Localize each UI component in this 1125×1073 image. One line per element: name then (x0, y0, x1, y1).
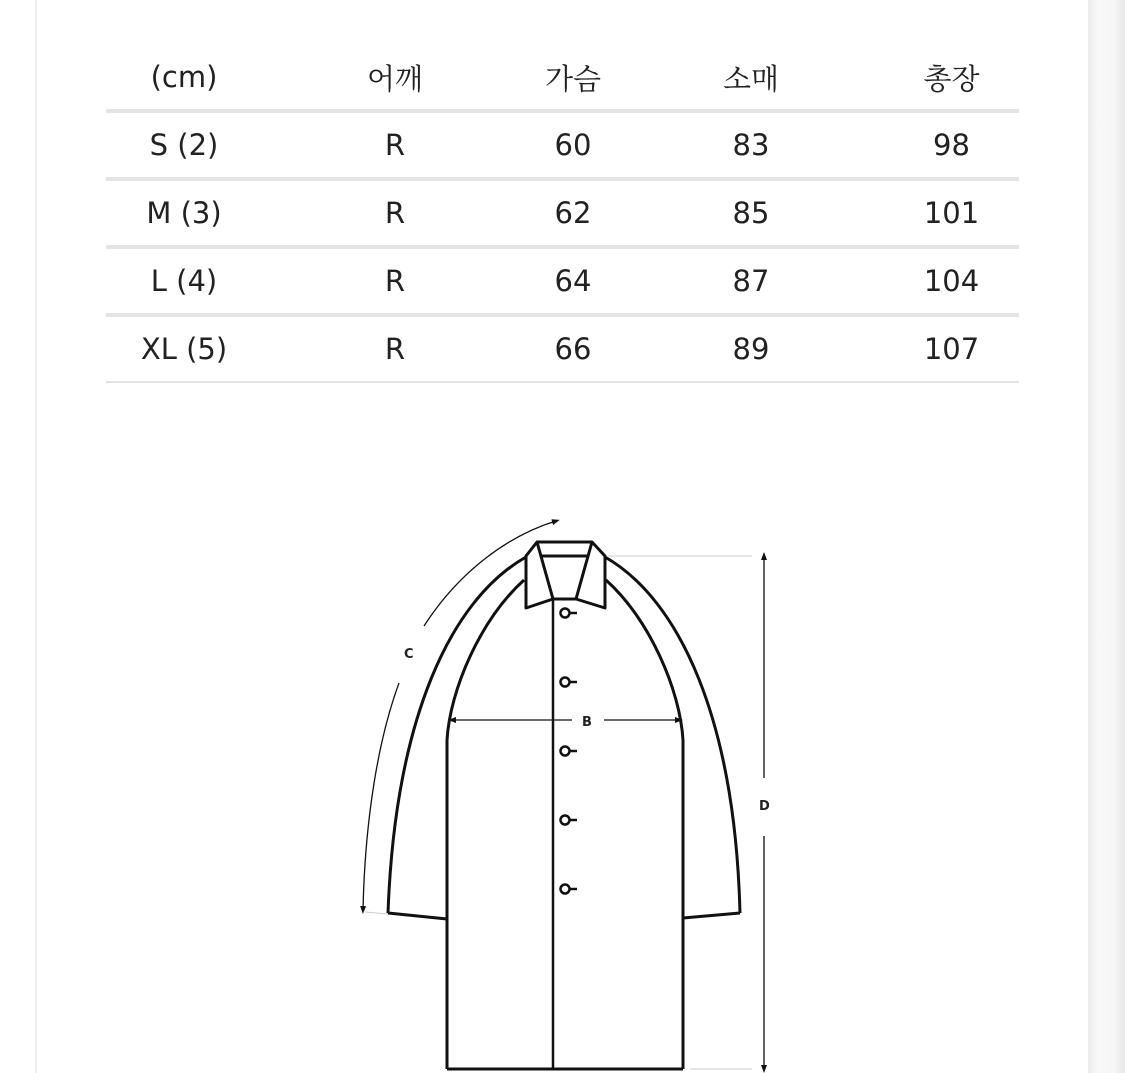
guide-lines (365, 556, 752, 1069)
button-icon (561, 678, 578, 687)
shoulder-value: R (384, 128, 406, 162)
chest-value: 62 (554, 196, 592, 230)
shoulder-value: R (384, 196, 406, 230)
sleeve-value: 89 (732, 332, 770, 366)
sleeve-value: 87 (732, 264, 770, 298)
chest-value: 60 (554, 128, 592, 162)
button-icon (561, 885, 578, 894)
button-icon (561, 609, 578, 618)
header-total-length: 총장 (923, 61, 980, 96)
chest-value: 64 (554, 264, 592, 298)
size-label: S (2) (149, 128, 219, 162)
buttons (561, 609, 578, 894)
size-label: L (4) (150, 264, 218, 298)
button-icon (561, 816, 578, 825)
length-value: 101 (923, 196, 980, 230)
length-value: 104 (923, 264, 980, 298)
size-label: XL (5) (140, 332, 228, 366)
sleeve-value: 85 (732, 196, 770, 230)
header-sleeve: 소매 (722, 61, 780, 96)
shoulder-value: R (384, 264, 406, 298)
coat-outline (388, 542, 740, 1069)
sleeve-value: 83 (732, 128, 770, 162)
length-value: 107 (923, 332, 980, 366)
header-shoulder: 어깨 (366, 61, 424, 96)
chest-value: 66 (554, 332, 592, 366)
header-chest: 가슴 (544, 61, 602, 96)
size-label: M (3) (146, 196, 222, 230)
chest-label-b: B (582, 715, 592, 730)
sleeve-label-c: C (404, 647, 414, 662)
shoulder-value: R (384, 332, 406, 366)
length-value: 98 (933, 128, 970, 162)
button-icon (561, 747, 578, 756)
length-label-d: D (759, 799, 770, 814)
unit-header: (cm) (150, 60, 218, 94)
